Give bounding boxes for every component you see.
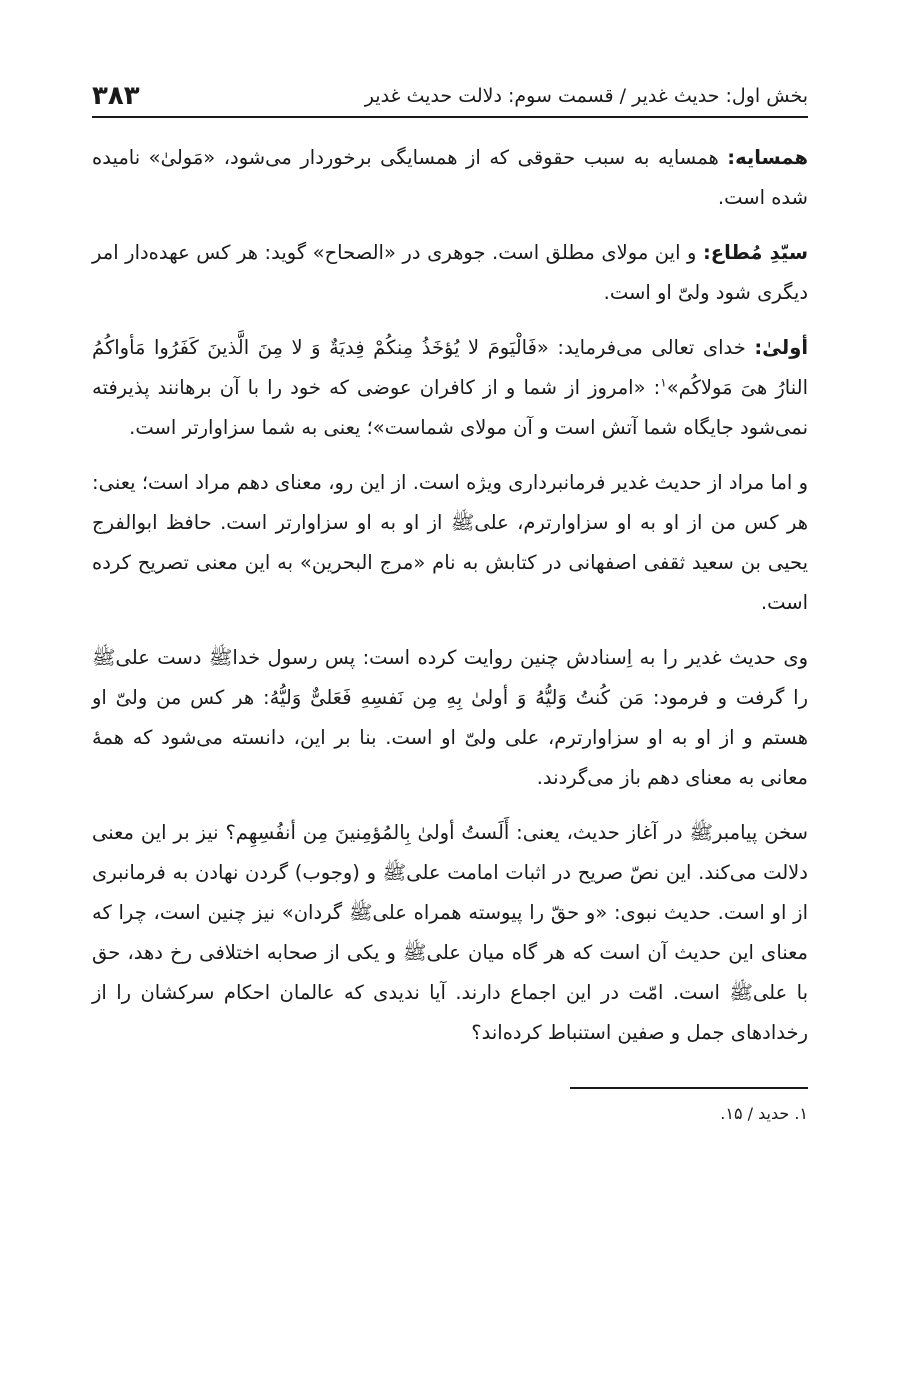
- paragraph-prophet-speech: [92, 813, 808, 1053]
- term-neighbor: همسایه:: [727, 146, 808, 169]
- paragraph-neighbor: [92, 138, 808, 218]
- footnote-marker[interactable]: ۱: [660, 375, 667, 390]
- paragraph-hadith-narration: [92, 638, 808, 798]
- footnote-rule: [570, 1087, 808, 1089]
- paragraph-awla: [92, 328, 808, 448]
- paragraph-obeyed-master: [92, 233, 808, 313]
- page-number: ۳۸۳: [92, 81, 140, 111]
- paragraph-text: و اما مراد از حدیث غدیر فرمانبرداری ویژه است. از این رو، معنای دهم مراد است؛ یعنی: هر کس من از او به او سزاوارترم، علیﷺ از او به او سزاوارتر است. حافظ ابوالفرج یحیی بن سعید ثقفی اصفهانی در کتابش به نام «مرج البحرین» به این معنی تصریح کرده است.: [92, 471, 808, 614]
- term-awla: أولیٰ:: [754, 336, 808, 359]
- running-title: بخش اول: حدیث غدیر / قسمت سوم: دلالت حدیث غدیر: [364, 85, 808, 107]
- page-body: [92, 138, 808, 1053]
- paragraph-text: همسایه به سبب حقوقی که از همسایگی برخوردار می‌شود، «مَولیٰ» نامیده شده است.: [92, 146, 808, 209]
- footnote: ۱. حدید / ۱۵.: [720, 1103, 808, 1123]
- paragraph-text: و این مولای مطلق است. جوهری در «الصحاح» گوید: هر کس عهده‌دار امر دیگری شود ولیّ او است.: [92, 241, 808, 304]
- page-header: [92, 70, 808, 110]
- paragraph-text: : «امروز از شما و از کافران عوضی که خود را با آن برهانند پذیرفته نمی‌شود جایگاه شما آتش است و آن مولای شماست»؛ یعنی به شما سزاوارتر است.: [92, 376, 808, 439]
- term-obeyed-master: سیّدِ مُطاع:: [702, 241, 809, 264]
- header-rule: [92, 116, 808, 118]
- paragraph-text: سخن پیامبرﷺ در آغاز حدیث، یعنی: أَلَستُ أولیٰ بِالمُؤمِنینَ مِن أنفُسِهِم؟ نیز بر این معنی دلالت می‌کند. این نصّ صریح در اثبات امامت علیﷺ و (وجوب) گردن نهادن به فرمانبری از او است. حدیث نبوی: «و حقّ را پیوسته همراه علیﷺ گردان» نیز چنین است، چرا که معنای این حدیث آن است که هر گاه میان علیﷺ و یکی از صحابه اختلافی رخ دهد، حق با علیﷺ است. امّت در این اجماع دارند. آیا ندیدی که عالمان احکام سرکشان را از رخدادهای جمل و صفین استنباط کرده‌اند؟: [92, 821, 808, 1044]
- book-page: [92, 70, 808, 1127]
- paragraph-tenth-meaning: [92, 463, 808, 623]
- paragraph-text: وی حدیث غدیر را به اِسنادش چنین روایت کرده است: پس رسول خداﷺ دست علیﷺ را گرفت و فرمود: مَن کُنتُ وَلیُّهُ وَ أولیٰ بِهِ مِن نَفسِهِ فَعَلیٌّ وَلیُّهُ: هر کس من ولیّ او هستم و از او به او سزاوارترم، علی ولیّ او است. بنا بر این، دانسته می‌شود که همهٔ معانی به معنای دهم باز می‌گردند.: [92, 646, 808, 789]
- paragraph-text: خدای تعالی می‌فرماید: «فَالْیَومَ لا یُؤخَذُ مِنکُمْ فِدیَةٌ وَ لا مِنَ الَّذینَ کَفَرُوا مَأواکُمُ النارُ هیَ مَولاکُم»: [92, 336, 808, 399]
